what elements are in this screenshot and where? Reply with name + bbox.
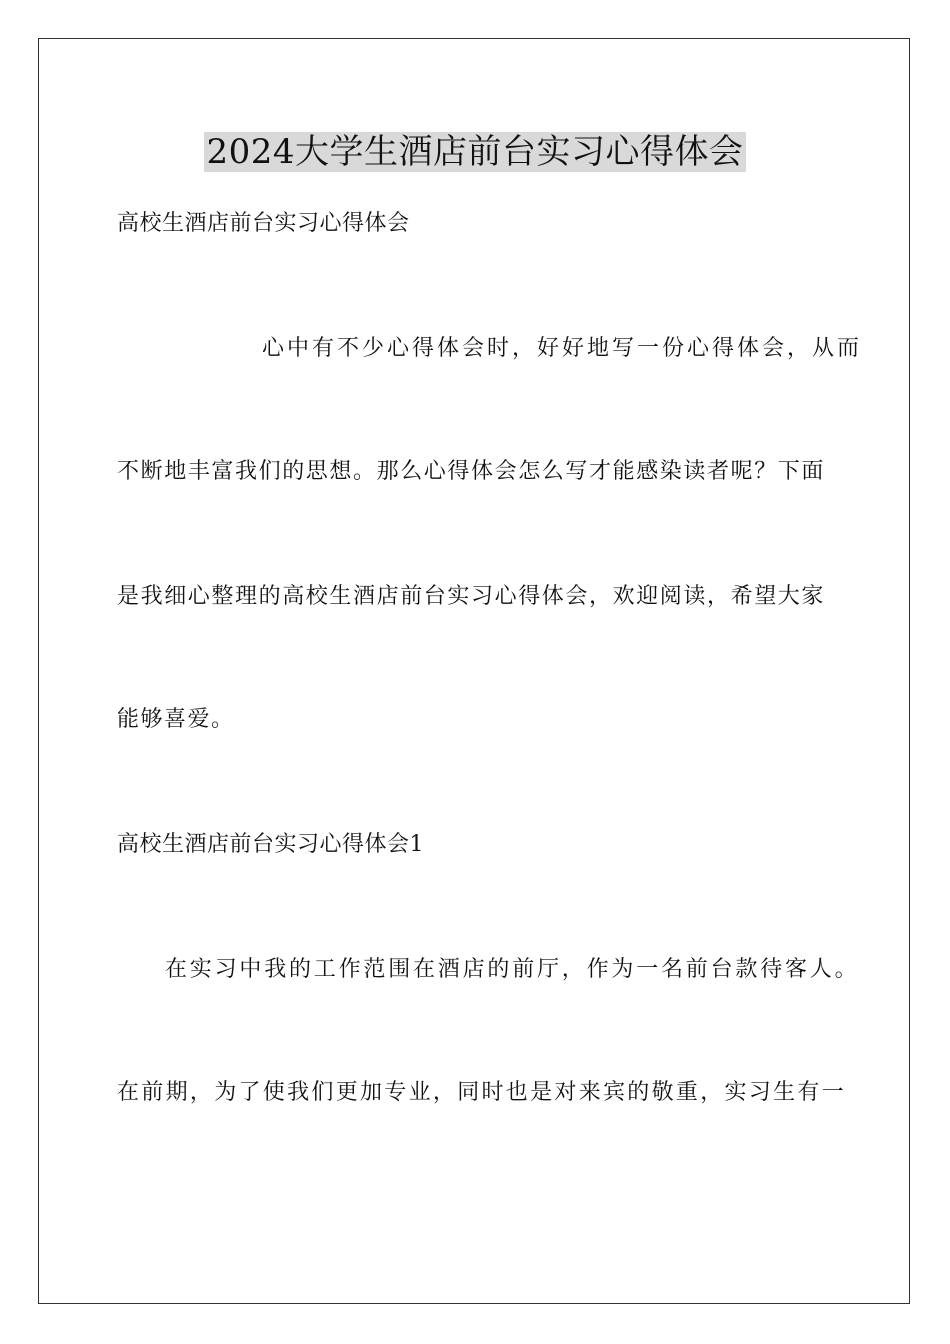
document-subtitle: 高校生酒店前台实习心得体会 bbox=[117, 211, 410, 236]
intro-line-3: 是我细心整理的高校生酒店前台实习心得体会，欢迎阅读，希望大家 bbox=[117, 584, 826, 609]
intro-line-1: 心中有不少心得体会时，好好地写一份心得体会，从而 bbox=[262, 336, 863, 361]
section-line-2: 在前期，为了使我们更加专业，同时也是对来宾的敬重，实习生有一 bbox=[117, 1080, 847, 1105]
intro-line-2: 不断地丰富我们的思想。那么心得体会怎么写才能感染读者呢？下面 bbox=[117, 459, 826, 484]
document-title-text: 2024大学生酒店前台实习心得体会 bbox=[206, 132, 744, 172]
section-line-1: 在实习中我的工作范围在酒店的前厅，作为一名前台款待客人。 bbox=[165, 957, 860, 982]
document-title bbox=[0, 128, 950, 176]
intro-line-4: 能够喜爱。 bbox=[117, 707, 235, 732]
section-heading: 高校生酒店前台实习心得体会1 bbox=[117, 832, 424, 857]
